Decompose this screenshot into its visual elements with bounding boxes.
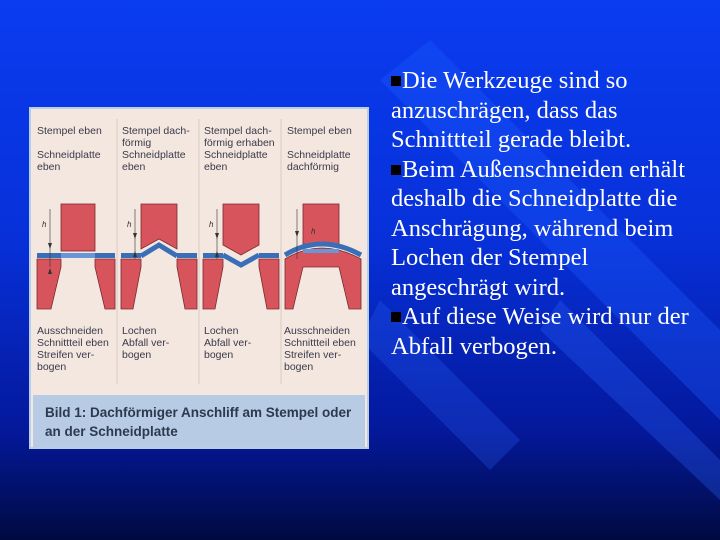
bullet-text: Beim Außenschneiden erhält deshalb die Schneidplatte die Anschrägung, während beim Lochen der Stempel angeschrägt wird. [391,155,686,301]
diagram-col-1 [37,204,115,309]
diagram-col-3 [203,204,279,309]
square-bullet-icon [391,312,401,322]
bullet-text-block [391,66,691,361]
column-2-top-label: Stempel dach- förmig Schneidplatte eben [122,125,190,173]
dimension-label-1: h [42,220,47,229]
square-bullet-icon [391,76,401,86]
column-1-bottom-label: Ausschneiden Schnittteil eben Streifen ver- bogen [37,325,109,373]
diagram-col-2 [121,204,197,309]
dimension-label-2: h [127,220,132,229]
column-1-top-label: Stempel eben Schneidplatte eben [37,125,102,173]
dimension-label-3: h [209,220,214,229]
column-3-bottom-label: Lochen Abfall ver- bogen [204,325,252,361]
bullet-text: Auf diese Weise wird nur der Abfall verbogen. [391,303,689,360]
dimension-label-4: h [311,227,316,236]
diagram-col-4 [285,204,361,309]
column-4-top-label: Stempel eben Schneidplatte dachförmig [287,125,352,173]
figure-caption: Bild 1: Dachförmiger Anschliff am Stempel oder an der Schneidplatte [45,405,352,439]
figure-panel [29,107,369,449]
column-2-bottom-label: Lochen Abfall ver- bogen [122,325,170,361]
column-4-bottom-label: Ausschneiden Schnittteil eben Streifen ver- bogen [284,325,356,373]
bullet-item [391,302,691,361]
bullet-item [391,66,691,155]
square-bullet-icon [391,165,401,175]
figure-caption-band [33,395,365,447]
column-3-top-label: Stempel dach- förmig erhaben Schneidplatte eben [204,125,275,173]
bullet-text: Die Werkzeuge sind so anzuschrägen, dass das Schnittteil gerade bleibt. [391,67,632,153]
bullet-item [391,155,691,303]
